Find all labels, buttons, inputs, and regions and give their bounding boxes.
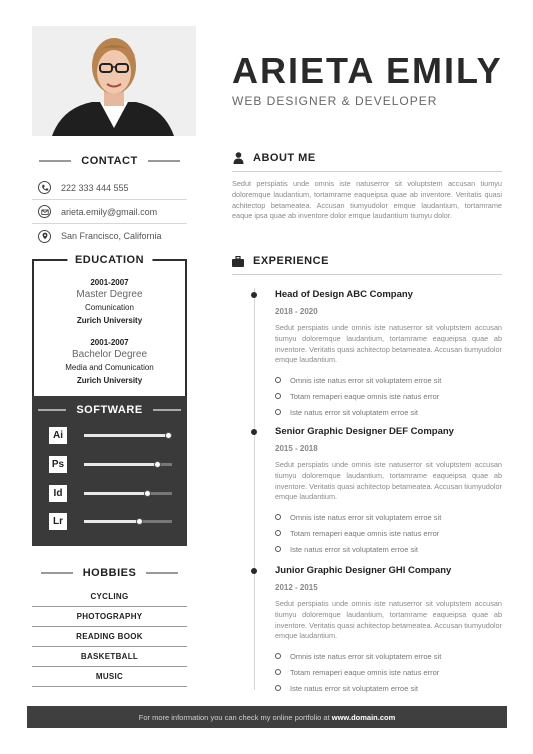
bullet-circle-icon bbox=[275, 393, 281, 399]
hobby-item: CYCLING bbox=[32, 587, 187, 607]
experience-item bbox=[275, 289, 502, 420]
about-section bbox=[232, 151, 502, 222]
job-bullet: Iste natus error sit voluptatem erroe sit bbox=[275, 680, 502, 696]
bullet-circle-icon bbox=[275, 546, 281, 552]
phone-icon bbox=[38, 181, 51, 194]
about-heading: ABOUT ME bbox=[232, 151, 502, 165]
illustrator-icon: Ai bbox=[49, 427, 67, 444]
skill-slider bbox=[84, 434, 172, 437]
experience-heading: EXPERIENCE bbox=[232, 254, 502, 268]
job-bullet: Omnis iste natus error sit voluptatem erroe sit bbox=[275, 509, 502, 525]
timeline-dot bbox=[251, 429, 257, 435]
job-bullet: Omnis iste natus error sit voluptatem erroe sit bbox=[275, 648, 502, 664]
job-bullet: Iste natus error sit voluptatem erroe sit bbox=[275, 541, 502, 557]
job-bullet: Totam remaperi eaque omnis iste natus error bbox=[275, 664, 502, 680]
timeline-dot bbox=[251, 568, 257, 574]
software-heading: SOFTWARE bbox=[32, 404, 187, 416]
skill-slider bbox=[84, 463, 172, 466]
bullet-circle-icon bbox=[275, 653, 281, 659]
skill-slider bbox=[84, 492, 172, 495]
education-item: 2001-2007 Bachelor Degree Media and Comunication Zurich University bbox=[65, 338, 154, 385]
contact-location: San Francisco, California bbox=[32, 224, 187, 248]
job-dates: 2015 - 2018 bbox=[275, 444, 318, 453]
bullet-circle-icon bbox=[275, 409, 281, 415]
experience-item bbox=[275, 565, 502, 696]
software-row bbox=[49, 427, 172, 444]
footer-text: For more information you can check my online portfolio at bbox=[138, 712, 332, 722]
contact-email[interactable]: arieta.emily@gmail.com bbox=[32, 200, 187, 224]
experience-item bbox=[275, 426, 502, 557]
job-title: Senior Graphic Designer DEF Company bbox=[275, 426, 454, 437]
briefcase-icon bbox=[232, 255, 244, 267]
education-heading: EDUCATION bbox=[67, 254, 152, 266]
about-text: Sedut perspiatis unde omnis iste natuserror sit voluptstem accusan tiumyu doloremque laudantium, tortamrame eaqueipsa quae ab inventore. Veritatis quasi achitectop betameatea. Accusan tiumyudolor emque laudantium, tortamrame eaque ipsa quae ab inventore dolor emque laudantium tiumyu dolor. bbox=[232, 179, 502, 221]
hobby-item: PHOTOGRAPHY bbox=[32, 607, 187, 627]
indesign-icon: Id bbox=[49, 485, 67, 502]
user-icon bbox=[232, 152, 244, 164]
portfolio-link[interactable]: www.domain.com bbox=[331, 712, 396, 722]
profile-photo bbox=[32, 26, 196, 136]
job-description: Sedut perspiatis unde omnis iste natuserror sit voluptstem accusan tiumyu doloremque laudantium, tortamrame eaqueipsa quae ab inventore. Veritatis quasi achitectop betameatea. Accusan tiumyudolor emque laudantium. bbox=[275, 599, 502, 641]
bullet-circle-icon bbox=[275, 669, 281, 675]
bullet-circle-icon bbox=[275, 530, 281, 536]
job-dates: 2018 - 2020 bbox=[275, 307, 318, 316]
job-description: Sedut perspiatis unde omnis iste natuserror sit voluptstem accusan tiumyu doloremque laudantium, tortamrame eaqueipsa quae ab inventore. Veritatis quasi achitectop betameatea. Accusan tiumyudolor emque laudantium. bbox=[275, 460, 502, 502]
hobby-item: MUSIC bbox=[32, 667, 187, 687]
software-section bbox=[32, 396, 187, 546]
software-row bbox=[49, 456, 172, 473]
hobbies-heading: HOBBIES bbox=[32, 566, 187, 580]
job-bullet: Iste natus error sit voluptatem erroe sit bbox=[275, 404, 502, 420]
job-bullet: Totam remaperi eaque omnis iste natus error bbox=[275, 388, 502, 404]
bullet-circle-icon bbox=[275, 514, 281, 520]
job-title: WEB DESIGNER & DEVELOPER bbox=[232, 94, 438, 108]
skill-slider bbox=[84, 520, 172, 523]
timeline-dot bbox=[251, 292, 257, 298]
mail-icon bbox=[38, 205, 51, 218]
photoshop-icon: Ps bbox=[49, 456, 67, 473]
software-row bbox=[49, 513, 172, 530]
location-icon bbox=[38, 230, 51, 243]
lightroom-icon: Lr bbox=[49, 513, 67, 530]
hobby-item: READING BOOK bbox=[32, 627, 187, 647]
contact-phone: 222 333 444 555 bbox=[32, 176, 187, 200]
job-bullet: Omnis iste natus error sit voluptatem erroe sit bbox=[275, 372, 502, 388]
bullet-circle-icon bbox=[275, 685, 281, 691]
software-row bbox=[49, 485, 172, 502]
job-bullet: Totam remaperi eaque omnis iste natus error bbox=[275, 525, 502, 541]
hobby-item: BASKETBALL bbox=[32, 647, 187, 667]
education-item: 2001-2007 Master Degree Comunication Zurich University bbox=[76, 278, 143, 325]
education-section bbox=[32, 254, 187, 396]
footer-bar bbox=[27, 706, 507, 728]
hobbies-section bbox=[32, 566, 187, 687]
experience-section bbox=[232, 254, 502, 275]
bullet-circle-icon bbox=[275, 377, 281, 383]
divider bbox=[232, 171, 502, 172]
job-description: Sedut perspiatis unde omnis iste natuserror sit voluptstem accusan tiumyu doloremque laudantium, tortamrame eaqueipsa quae ab inventore. Veritatis quasi achitectop betameatea. Accusan tiumyudolor emque laudantium. bbox=[275, 323, 502, 365]
contact-section bbox=[32, 154, 187, 248]
timeline-line bbox=[254, 288, 255, 690]
job-title: Junior Graphic Designer GHI Company bbox=[275, 565, 452, 576]
candidate-name: ARIETA EMILY bbox=[232, 50, 503, 91]
contact-heading: CONTACT bbox=[32, 154, 187, 168]
job-dates: 2012 - 2015 bbox=[275, 583, 318, 592]
job-title: Head of Design ABC Company bbox=[275, 289, 413, 300]
divider bbox=[232, 274, 502, 275]
